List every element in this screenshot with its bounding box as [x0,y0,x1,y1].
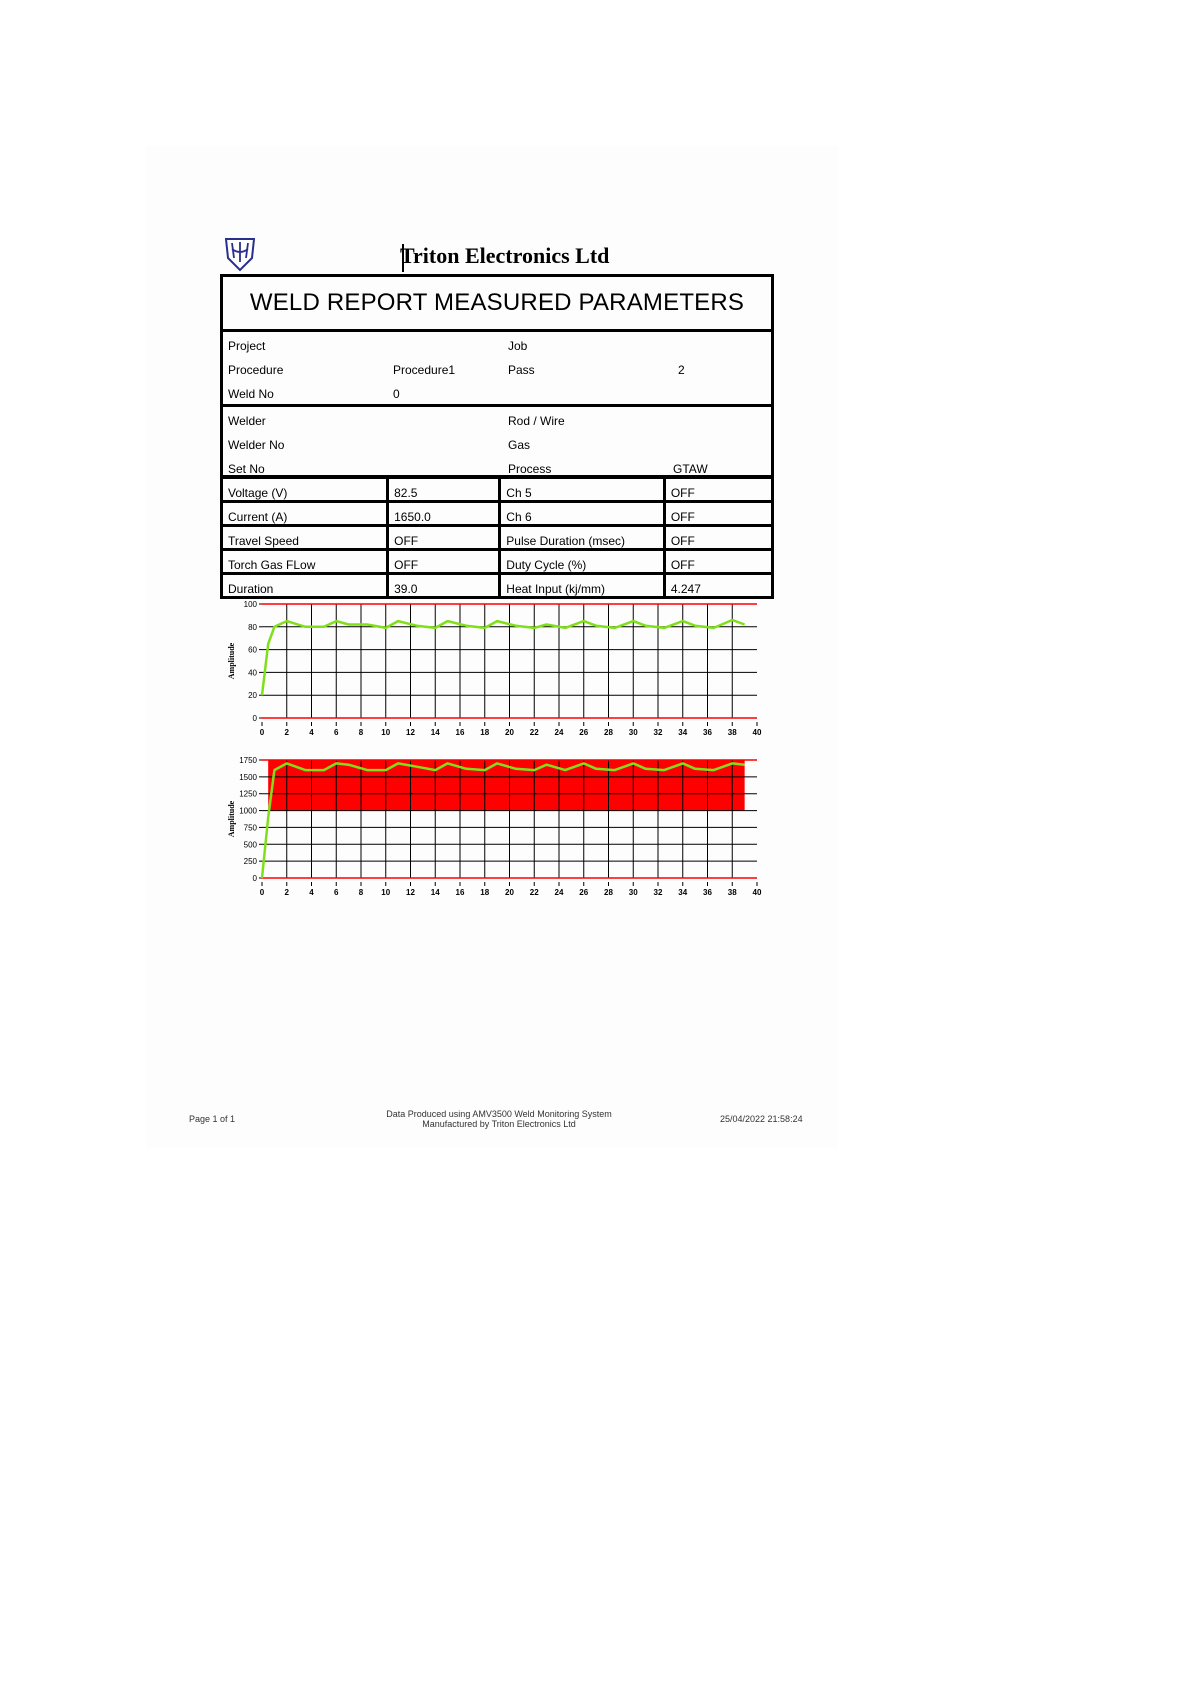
y-tick-label: 0 [252,874,257,883]
info-row [223,431,771,455]
produced-line-2: Manufactured by Triton Electronics Ltd [422,1119,576,1129]
x-tick-label: 8 [358,728,364,737]
x-tick-label: 16 [455,888,465,897]
pass-value: 2 [678,363,685,377]
param-value: OFF [388,550,500,574]
procedure-value: Procedure1 [393,363,456,377]
process-label: Process [508,462,552,476]
x-tick-label: 28 [604,888,613,897]
report-title: WELD REPORT MEASURED PARAMETERS [220,274,774,332]
param-label: Voltage (V) [222,478,388,502]
y-tick-label: 40 [248,668,257,678]
x-tick-label: 18 [480,888,490,897]
voltage-chart [220,596,774,742]
table-row [222,550,773,574]
y-tick-label: 1500 [239,772,257,782]
x-tick-label: 14 [430,888,440,897]
x-tick-label: 12 [406,728,415,737]
x-tick-label: 22 [529,888,539,897]
welder-no-label: Welder No [228,438,285,452]
x-tick-label: 36 [703,728,712,737]
process-value: GTAW [673,462,708,476]
x-tick-label: 14 [430,728,440,737]
x-tick-label: 4 [309,728,314,737]
param-value: 4.247 [664,574,772,598]
y-tick-label: 1250 [239,789,257,799]
param-label: Current (A) [222,502,388,526]
param-label: Torch Gas FLow [222,550,388,574]
rod-wire-label: Rod / Wire [508,414,565,428]
table-row [222,502,773,526]
x-tick-label: 20 [505,888,514,897]
report-timestamp: 25/04/2022 21:58:24 [720,1114,803,1124]
param-label: Duty Cycle (%) [500,550,665,574]
x-tick-label: 22 [529,728,539,737]
y-tick-label: 1000 [239,806,257,816]
x-tick-label: 40 [752,888,762,897]
y-tick-label: 80 [248,622,257,632]
y-axis-label: Amplitude [227,642,236,680]
y-tick-label: 0 [252,714,257,723]
page-number: Page 1 of 1 [189,1114,236,1124]
set-no-label: Set No [228,462,265,476]
table-row [222,574,773,598]
produced-by [379,1109,619,1129]
y-tick-label: 1750 [239,756,257,765]
x-tick-label: 30 [628,888,638,897]
pass-label: Pass [508,363,535,377]
x-tick-label: 6 [334,728,339,737]
x-tick-label: 0 [259,888,265,897]
x-tick-label: 2 [284,728,289,737]
param-value: OFF [664,478,772,502]
welder-label: Welder [228,414,266,428]
param-value: 82.5 [388,478,500,502]
param-value: OFF [664,550,772,574]
x-tick-label: 8 [358,888,364,897]
param-value: OFF [664,502,772,526]
x-tick-label: 24 [554,888,564,897]
info-row [223,380,771,404]
x-tick-label: 32 [653,888,663,897]
x-tick-label: 16 [455,728,465,737]
x-tick-label: 6 [334,888,339,897]
x-tick-label: 28 [604,728,613,737]
param-value: OFF [388,526,500,550]
procedure-label: Procedure [228,363,284,377]
x-tick-label: 30 [628,728,638,737]
x-tick-label: 38 [727,728,737,737]
current-chart [220,752,774,902]
info-row [223,356,771,380]
triton-shield-logo [224,236,256,272]
produced-line-1: Data Produced using AMV3500 Weld Monitoring System [386,1109,612,1119]
param-label: Travel Speed [222,526,388,550]
x-tick-label: 12 [406,888,415,897]
param-label: Ch 6 [500,502,665,526]
weld-no-label: Weld No [228,387,274,401]
parameters-table [220,476,774,599]
x-tick-label: 4 [309,888,314,897]
x-tick-label: 24 [554,728,564,737]
x-tick-label: 2 [284,888,289,897]
x-tick-label: 10 [381,728,391,737]
y-axis-label: Amplitude [227,800,236,838]
y-tick-label: 750 [243,823,257,833]
x-tick-label: 38 [727,888,737,897]
weld-no-value: 0 [393,387,400,401]
info-block-project [220,332,774,407]
y-tick-label: 250 [243,857,257,867]
y-tick-label: 60 [248,645,257,655]
info-block-welder [220,404,774,478]
info-row [223,407,771,431]
table-row [222,478,773,502]
y-tick-label: 100 [243,600,257,609]
param-label: Pulse Duration (msec) [500,526,665,550]
param-label: Ch 5 [500,478,665,502]
y-tick-label: 500 [243,840,257,850]
param-label: Duration [222,574,388,598]
x-tick-label: 10 [381,888,391,897]
x-tick-label: 26 [579,728,589,737]
info-row [223,332,771,356]
param-value: 1650.0 [388,502,500,526]
param-value: 39.0 [388,574,500,598]
param-value: OFF [664,526,772,550]
x-tick-label: 36 [703,888,712,897]
gas-label: Gas [508,438,531,452]
project-label: Project [228,339,266,353]
x-tick-label: 40 [752,728,762,737]
y-tick-label: 20 [248,691,257,701]
x-tick-label: 32 [653,728,663,737]
table-row [222,526,773,550]
company-name: Triton Electronics Ltd [400,243,610,268]
x-tick-label: 20 [505,728,514,737]
param-label: Heat Input (kj/mm) [500,574,665,598]
x-tick-label: 0 [259,728,265,737]
x-tick-label: 26 [579,888,589,897]
x-tick-label: 18 [480,728,490,737]
x-tick-label: 34 [678,888,688,897]
amplitude-series-line [262,620,745,695]
x-tick-label: 34 [678,728,688,737]
job-label: Job [508,339,528,353]
